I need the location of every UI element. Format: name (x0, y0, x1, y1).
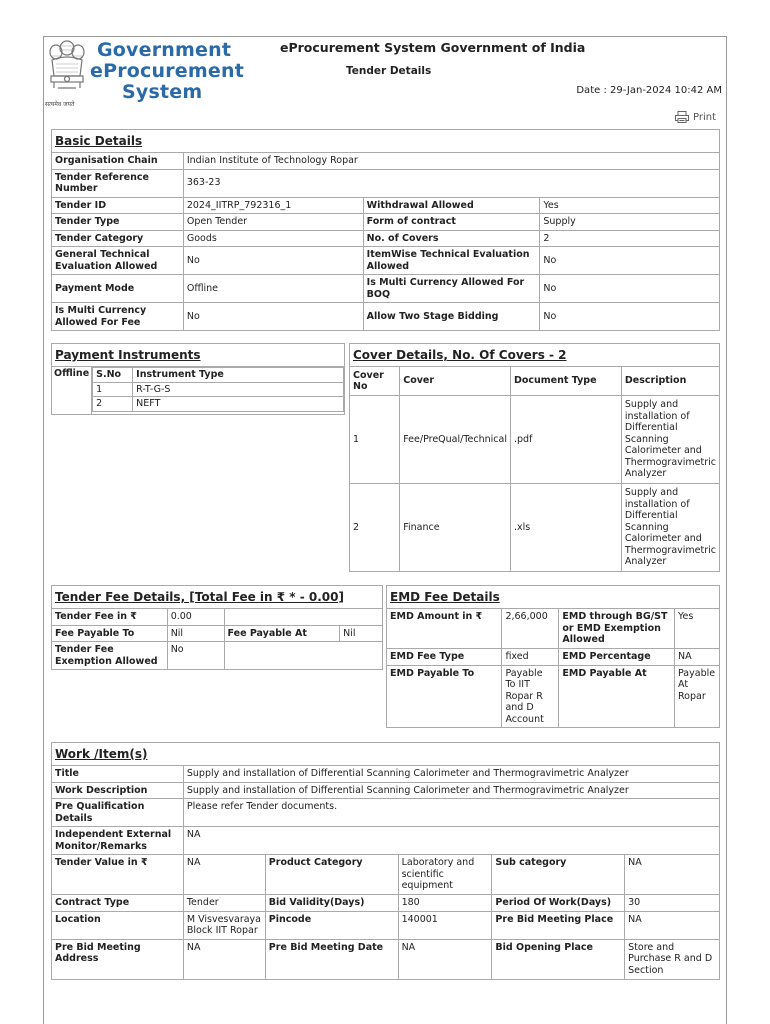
basic-details-title: Basic Details (52, 130, 720, 153)
emd-fee-type-label: EMD Fee Type (387, 649, 502, 666)
instrument-list (92, 367, 344, 412)
withdrawal-value: Yes (540, 197, 720, 214)
logo-text-eprocurement: eProcurement (90, 60, 244, 82)
prebid-address-value: NA (183, 939, 265, 979)
table-row (93, 397, 344, 412)
multi-currency-boq-value: No (540, 275, 720, 303)
multi-currency-fee-label: Is Multi Currency Allowed For Fee (52, 303, 184, 331)
instrument-type: NEFT (133, 397, 344, 412)
prebid-place-label: Pre Bid Meeting Place (492, 911, 625, 939)
sub-category-label: Sub category (492, 855, 625, 895)
tender-ref-label: Tender Reference Number (52, 169, 184, 197)
col-cover-no: Cover No (350, 367, 400, 396)
tender-value-label: Tender Value in ₹ (52, 855, 184, 895)
payment-instruments-mode: Offline (52, 367, 92, 415)
work-items-table (51, 742, 720, 980)
cover-name: Fee/PreQual/Technical (400, 396, 511, 484)
tender-fee-value: 0.00 (167, 609, 224, 626)
printer-icon (675, 111, 689, 123)
payment-instruments-title: Payment Instruments (52, 344, 345, 367)
bid-validity-value: 180 (398, 895, 492, 912)
col-sno: S.No (93, 368, 133, 383)
multi-currency-boq-label: Is Multi Currency Allowed For BOQ (363, 275, 540, 303)
bid-opening-value: Store and Purchase R and D Section (625, 939, 720, 979)
pincode-value: 140001 (398, 911, 492, 939)
cover-details-title: Cover Details, No. Of Covers - 2 (350, 344, 720, 367)
itemwise-value: No (540, 247, 720, 275)
col-document-type: Document Type (510, 367, 621, 396)
contract-type-value: Tender (183, 895, 265, 912)
national-emblem-icon (46, 38, 88, 96)
site-title: eProcurement System Government of India (280, 40, 586, 55)
cover-no: 2 (350, 484, 400, 572)
form-contract-label: Form of contract (363, 214, 540, 231)
no-of-covers-value: 2 (540, 230, 720, 247)
logo-text-system: System (122, 81, 203, 103)
prebid-address-label: Pre Bid Meeting Address (52, 939, 184, 979)
multi-currency-fee-value: No (183, 303, 363, 331)
instrument-type: R-T-G-S (133, 382, 344, 397)
emd-amount-value: 2,66,000 (502, 609, 559, 649)
col-instrument-type: Instrument Type (133, 368, 344, 383)
fee-payable-at-value: Nil (340, 625, 383, 642)
work-title-value: Supply and installation of Differential Scanning Calorimeter and Thermogravimetric Analyzer (183, 766, 719, 783)
fee-exemption-label: Tender Fee Exemption Allowed (52, 642, 168, 670)
page-title: Tender Details (346, 65, 432, 77)
tender-ref-value: 363-23 (183, 169, 719, 197)
bid-opening-label: Bid Opening Place (492, 939, 625, 979)
cover-description: Supply and installation of Differential Scanning Calorimeter and Thermogravimetric Analyzer (621, 396, 719, 484)
tender-fee-label: Tender Fee in ₹ (52, 609, 168, 626)
work-description-value: Supply and installation of Differential Scanning Calorimeter and Thermogravimetric Analyzer (183, 782, 719, 799)
prequal-value: Please refer Tender documents. (183, 799, 719, 827)
table-row (93, 382, 344, 397)
tender-id-label: Tender ID (52, 197, 184, 214)
emd-payable-to-label: EMD Payable To (387, 665, 502, 728)
tender-type-label: Tender Type (52, 214, 184, 231)
gte-label: General Technical Evaluation Allowed (52, 247, 184, 275)
cover-name: Finance (400, 484, 511, 572)
tender-category-value: Goods (183, 230, 363, 247)
fee-payable-to-label: Fee Payable To (52, 625, 168, 642)
print-label: Print (692, 111, 716, 123)
two-stage-label: Allow Two Stage Bidding (363, 303, 540, 331)
emd-payable-to-value: Payable To IIT Ropar R and D Account (502, 665, 559, 728)
emd-fee-type-value: fixed (502, 649, 559, 666)
emd-payable-at-label: EMD Payable At (559, 665, 675, 728)
period-of-work-label: Period Of Work(Days) (492, 895, 625, 912)
fee-payable-at-label: Fee Payable At (224, 625, 340, 642)
tender-value-value: NA (183, 855, 265, 895)
table-row (350, 396, 720, 484)
location-label: Location (52, 911, 184, 939)
no-of-covers-label: No. of Covers (363, 230, 540, 247)
payment-mode-label: Payment Mode (52, 275, 184, 303)
tender-fee-table (51, 585, 383, 670)
org-chain-label: Organisation Chain (52, 153, 184, 170)
payment-instruments-table (51, 343, 345, 415)
emd-percentage-value: NA (675, 649, 720, 666)
location-value: M Visvesvaraya Block IIT Ropar (183, 911, 265, 939)
sub-category-value: NA (625, 855, 720, 895)
period-of-work-value: 30 (625, 895, 720, 912)
cover-doc-type: .xls (510, 484, 621, 572)
col-description: Description (621, 367, 719, 396)
org-chain-value: Indian Institute of Technology Ropar (183, 153, 719, 170)
fee-exemption-value: No (167, 642, 224, 670)
cover-no: 1 (350, 396, 400, 484)
logo-text-government: Government (97, 39, 232, 61)
tender-id-value: 2024_IITRP_792316_1 (183, 197, 363, 214)
basic-details-table (51, 129, 720, 331)
table-row (350, 484, 720, 572)
instrument-sno: 2 (93, 397, 133, 412)
fee-payable-to-value: Nil (167, 625, 224, 642)
tender-category-label: Tender Category (52, 230, 184, 247)
tender-fee-title: Tender Fee Details, [Total Fee in ₹ * - 0.00] (52, 586, 383, 609)
cover-doc-type: .pdf (510, 396, 621, 484)
report-date: Date : 29-Jan-2024 10:42 AM (576, 85, 722, 96)
emd-fee-table (386, 585, 720, 728)
emd-fee-title: EMD Fee Details (387, 586, 720, 609)
col-cover: Cover (400, 367, 511, 396)
bid-validity-label: Bid Validity(Days) (265, 895, 398, 912)
payment-mode-value: Offline (183, 275, 363, 303)
prequal-label: Pre Qualification Details (52, 799, 184, 827)
pincode-label: Pincode (265, 911, 398, 939)
prebid-date-label: Pre Bid Meeting Date (265, 939, 398, 979)
two-stage-value: No (540, 303, 720, 331)
work-description-label: Work Description (52, 782, 184, 799)
emblem-tagline: सत्यमेव जयते (45, 101, 75, 108)
product-category-label: Product Category (265, 855, 398, 895)
form-contract-value: Supply (540, 214, 720, 231)
emd-payable-at-value: Payable At Ropar (675, 665, 720, 728)
contract-type-label: Contract Type (52, 895, 184, 912)
tender-type-value: Open Tender (183, 214, 363, 231)
emd-amount-label: EMD Amount in ₹ (387, 609, 502, 649)
monitor-value: NA (183, 827, 719, 855)
prebid-place-value: NA (625, 911, 720, 939)
work-title-label: Title (52, 766, 184, 783)
gte-value: No (183, 247, 363, 275)
emd-bg-value: Yes (675, 609, 720, 649)
cover-details-table (349, 343, 720, 572)
work-items-title: Work /Item(s) (52, 743, 720, 766)
instrument-sno: 1 (93, 382, 133, 397)
itemwise-label: ItemWise Technical Evaluation Allowed (363, 247, 540, 275)
cover-description: Supply and installation of Differential Scanning Calorimeter and Thermogravimetric Analyzer (621, 484, 719, 572)
print-button[interactable] (675, 111, 716, 123)
monitor-label: Independent External Monitor/Remarks (52, 827, 184, 855)
emd-bg-label: EMD through BG/ST or EMD Exemption Allowed (559, 609, 675, 649)
prebid-date-value: NA (398, 939, 492, 979)
withdrawal-label: Withdrawal Allowed (363, 197, 540, 214)
product-category-value: Laboratory and scientific equipment (398, 855, 492, 895)
emd-percentage-label: EMD Percentage (559, 649, 675, 666)
